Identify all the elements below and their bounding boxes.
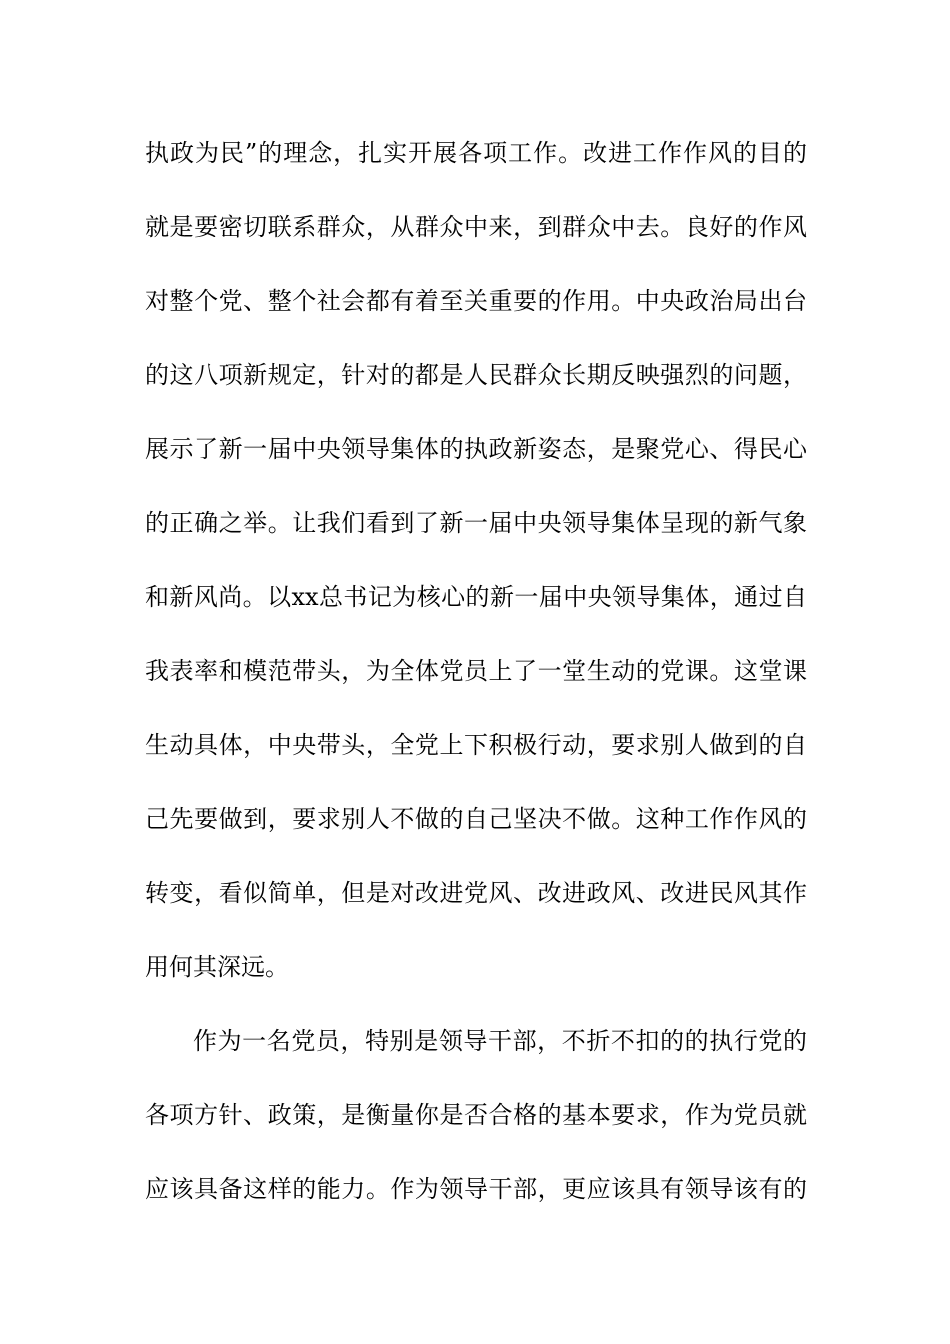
text-line: 应该具备这样的能力。作为领导干部，更应该具有领导该有的 [145,1175,807,1203]
text-line: 生动具体，中央带头，全党上下积极行动，要求别人做到的自 [145,731,807,759]
text-line: 的这八项新规定，针对的都是人民群众长期反映强烈的问题， [145,361,807,389]
text-line: 就是要密切联系群众，从群众中来，到群众中去。良好的作风 [145,213,807,241]
text-line: 执政为民”的理念，扎实开展各项工作。改进工作作风的目的 [145,139,807,167]
text-line: 和新风尚。以xx总书记为核心的新一届中央领导集体，通过自 [145,583,807,611]
text-line: 对整个党、整个社会都有着至关重要的作用。中央政治局出台 [145,287,807,315]
text-line: 作为一名党员，特别是领导干部，不折不扣的的执行党的 [193,1027,807,1055]
text-line: 各项方针、政策，是衡量你是否合格的基本要求，作为党员就 [145,1101,807,1129]
text-line: 我表率和模范带头，为全体党员上了一堂生动的党课。这堂课 [145,657,807,685]
text-line: 的正确之举。让我们看到了新一届中央领导集体呈现的新气象 [145,509,807,537]
paragraph [145,1018,807,1240]
document-body [145,130,807,1240]
text-line: 展示了新一届中央领导集体的执政新姿态，是聚党心、得民心 [145,435,807,463]
text-line: 转变，看似简单，但是对改进党风、改进政风、改进民风其作 [145,879,807,907]
text-line: 用何其深远。 [145,953,289,981]
paragraph [145,130,807,1018]
text-line: 己先要做到，要求别人不做的自己坚决不做。这种工作作风的 [145,805,807,833]
